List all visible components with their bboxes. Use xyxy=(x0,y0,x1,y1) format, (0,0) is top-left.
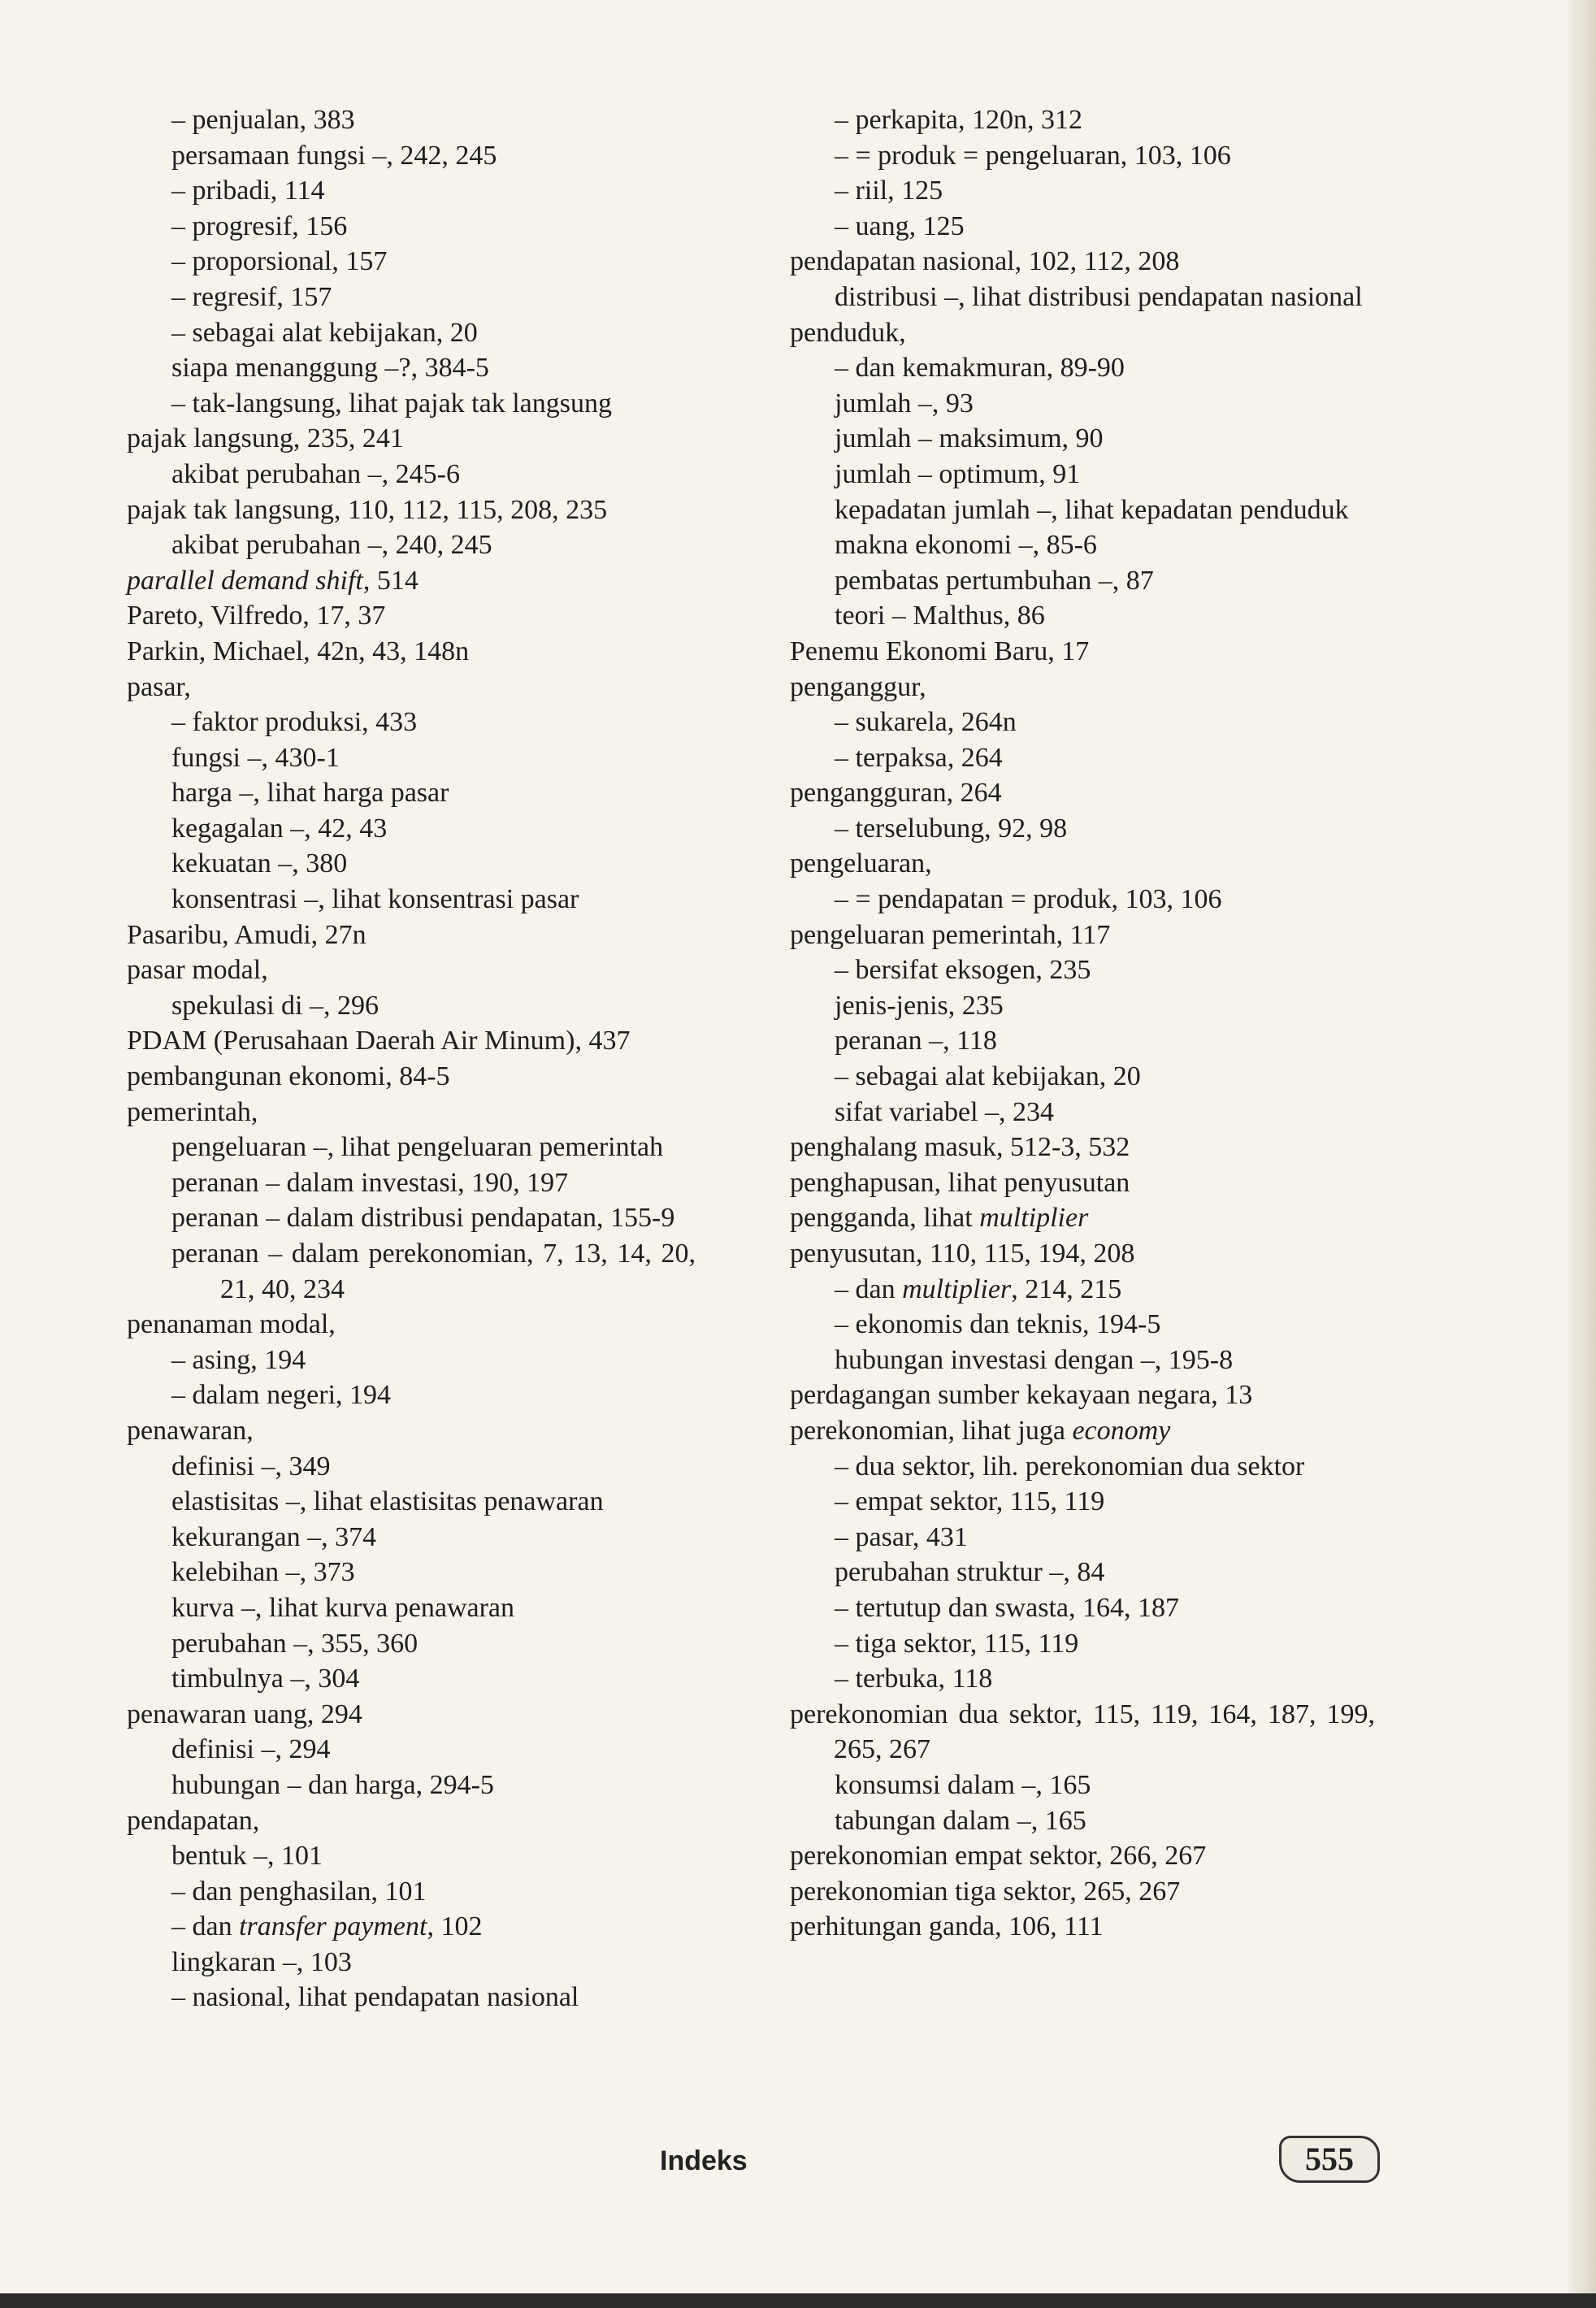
index-subentry xyxy=(790,882,1375,918)
entry-text: – sebagai alat kebijakan, 20 xyxy=(171,317,478,348)
entry-text: – asing, 194 xyxy=(171,1344,306,1375)
entry-prefix: – dan xyxy=(835,1273,903,1304)
index-entry xyxy=(790,1236,1375,1272)
entry-prefix: pengganda, lihat xyxy=(790,1203,980,1234)
entry-text: , 514 xyxy=(362,565,419,596)
index-subentry xyxy=(127,138,696,174)
index-subentry xyxy=(790,492,1375,528)
entry-text: – = produk = pengeluaran, 103, 106 xyxy=(835,140,1231,171)
index-entry xyxy=(790,1200,1375,1236)
index-subentry xyxy=(127,1520,696,1555)
index-subentry xyxy=(790,705,1375,740)
index-subentry xyxy=(127,102,696,138)
index-subentry xyxy=(127,1590,696,1626)
entry-text: – proporsional, 157 xyxy=(171,246,388,277)
index-subentry xyxy=(790,280,1375,315)
entry-text: perekonomian empat sektor, 266, 267 xyxy=(790,1841,1207,1872)
entry-text: hubungan – dan harga, 294-5 xyxy=(171,1769,494,1800)
entry-text: – pribadi, 114 xyxy=(171,176,325,206)
entry-text: distribusi –, lihat distribusi pendapatan nasional xyxy=(835,281,1363,312)
index-entry xyxy=(127,563,696,599)
index-entry xyxy=(127,1095,696,1130)
index-subentry xyxy=(127,1626,696,1662)
index-subentry xyxy=(790,527,1375,563)
index-subentry xyxy=(127,1377,696,1413)
index-subentry xyxy=(127,882,696,918)
entry-text: – sebagai alat kebijakan, 20 xyxy=(835,1061,1141,1092)
entry-text: teori – Malthus, 86 xyxy=(835,601,1045,631)
entry-text: perekonomian dua sektor, 115, 119, 164, 187, 199, 265, 267 xyxy=(790,1698,1375,1765)
index-entry xyxy=(790,918,1375,953)
index-subentry xyxy=(790,988,1375,1024)
index-subentry xyxy=(127,527,696,563)
page-edge-shadow xyxy=(1568,0,1596,2293)
entry-text: kepadatan jumlah –, lihat kepadatan penduduk xyxy=(835,494,1349,525)
index-column-left xyxy=(127,102,696,2015)
entry-text: – sukarela, 264n xyxy=(835,707,1017,738)
entry-text: – penjualan, 383 xyxy=(171,105,355,135)
index-subentry xyxy=(790,1555,1375,1590)
entry-text: persamaan fungsi –, 242, 245 xyxy=(171,140,497,171)
index-subentry xyxy=(790,209,1375,245)
index-entry xyxy=(790,1874,1375,1910)
entry-text: – nasional, lihat pendapatan nasional xyxy=(171,1982,579,2013)
entry-text: pengeluaran, xyxy=(790,848,932,879)
entry-text: pasar modal, xyxy=(127,955,268,986)
index-subentry xyxy=(790,102,1375,138)
entry-italic-term: transfer payment xyxy=(239,1911,427,1942)
index-subentry xyxy=(127,1732,696,1768)
index-subentry xyxy=(127,1838,696,1874)
index-subentry xyxy=(790,1343,1375,1378)
entry-text: siapa menanggung –?, 384-5 xyxy=(171,353,489,384)
index-subentry xyxy=(790,563,1375,599)
index-subentry xyxy=(127,1200,696,1236)
index-entry xyxy=(790,244,1375,280)
index-subentry xyxy=(127,1945,696,1980)
index-subentry xyxy=(790,1590,1375,1626)
index-entry xyxy=(127,1307,696,1343)
entry-text: kurva –, lihat kurva penawaran xyxy=(171,1592,514,1623)
index-subentry xyxy=(790,138,1375,174)
entry-text: peranan – dalam perekonomian, 7, 13, 14, 20, 21, 40, 234 xyxy=(171,1239,696,1304)
index-subentry xyxy=(790,598,1375,634)
index-subentry xyxy=(127,315,696,351)
index-subentry xyxy=(127,1555,696,1590)
entry-text: perubahan –, 355, 360 xyxy=(171,1628,419,1659)
entry-text: hubungan investasi dengan –, 195-8 xyxy=(835,1344,1234,1375)
entry-text: – perkapita, 120n, 312 xyxy=(835,105,1082,135)
scan-bottom-border xyxy=(0,2293,1596,2308)
entry-text: – dua sektor, lih. perekonomian dua sektor xyxy=(835,1451,1305,1482)
index-subentry xyxy=(127,1130,696,1165)
entry-text: fungsi –, 430-1 xyxy=(171,742,340,773)
entry-text: penanaman modal, xyxy=(127,1309,336,1340)
index-subentry xyxy=(127,811,696,847)
index-entry xyxy=(127,1697,696,1733)
entry-text: Pasaribu, Amudi, 27n xyxy=(127,919,366,950)
index-subentry xyxy=(127,775,696,811)
index-entry xyxy=(127,1413,696,1449)
index-entry xyxy=(790,315,1375,351)
entry-text: penduduk, xyxy=(790,317,906,348)
index-subentry xyxy=(790,1626,1375,1662)
entry-text: tabungan dalam –, 165 xyxy=(835,1805,1086,1836)
entry-text: – regresif, 157 xyxy=(171,281,332,312)
entry-text: pajak langsung, 235, 241 xyxy=(127,423,404,454)
index-entry xyxy=(127,1059,696,1095)
entry-text: akibat perubahan –, 245-6 xyxy=(171,458,460,489)
footer-section-label: Indeks xyxy=(660,2145,748,2176)
entry-text: spekulasi di –, 296 xyxy=(171,990,379,1021)
entry-text: – uang, 125 xyxy=(835,210,965,241)
entry-text: kegagalan –, 42, 43 xyxy=(171,813,388,844)
index-subentry xyxy=(127,1236,696,1307)
page-number: 555 xyxy=(1279,2136,1380,2183)
index-subentry xyxy=(127,280,696,315)
entry-text: penganggur, xyxy=(790,671,926,702)
entry-text: – tiga sektor, 115, 119 xyxy=(835,1628,1079,1659)
index-subentry xyxy=(127,705,696,740)
index-subentry xyxy=(127,244,696,280)
index-subentry xyxy=(127,1449,696,1485)
entry-text: peranan –, 118 xyxy=(835,1026,997,1056)
entry-prefix: – dan xyxy=(171,1911,240,1942)
index-entry xyxy=(127,492,696,528)
index-subentry xyxy=(790,1768,1375,1803)
entry-text: – progresif, 156 xyxy=(171,210,348,241)
index-entry xyxy=(790,1165,1375,1201)
entry-text: timbulnya –, 304 xyxy=(171,1664,360,1694)
entry-text: penghapusan, lihat penyusutan xyxy=(790,1167,1130,1198)
entry-text: – ekonomis dan teknis, 194-5 xyxy=(835,1309,1161,1340)
index-subentry xyxy=(790,952,1375,988)
index-entry xyxy=(790,1838,1375,1874)
entry-text: pengeluaran –, lihat pengeluaran pemerintah xyxy=(171,1132,664,1163)
index-subentry xyxy=(790,1059,1375,1095)
entry-text: jumlah – optimum, 91 xyxy=(835,458,1081,489)
entry-text: – riil, 125 xyxy=(835,176,943,206)
index-subentry xyxy=(790,1449,1375,1485)
index-subentry xyxy=(127,457,696,492)
entry-text: – tertutup dan swasta, 164, 187 xyxy=(835,1592,1179,1623)
entry-text: sifat variabel –, 234 xyxy=(835,1096,1055,1127)
index-subentry xyxy=(127,1874,696,1910)
index-entry xyxy=(127,1023,696,1059)
index-entry xyxy=(790,1130,1375,1165)
index-subentry xyxy=(127,173,696,209)
index-entry xyxy=(127,1803,696,1839)
index-entry xyxy=(790,1697,1375,1768)
entry-text: kekuatan –, 380 xyxy=(171,848,348,879)
entry-text: kekurangan –, 374 xyxy=(171,1521,377,1552)
entry-text: makna ekonomi –, 85-6 xyxy=(835,530,1097,561)
entry-text: perdagangan sumber kekayaan negara, 13 xyxy=(790,1380,1253,1411)
index-subentry xyxy=(790,740,1375,776)
entry-text: , 214, 215 xyxy=(1011,1273,1122,1304)
entry-text: bentuk –, 101 xyxy=(171,1841,323,1872)
entry-text: peranan – dalam distribusi pendapatan, 155-9 xyxy=(171,1203,675,1234)
index-subentry xyxy=(127,1661,696,1697)
entry-text: lingkaran –, 103 xyxy=(171,1946,352,1977)
entry-text: Parkin, Michael, 42n, 43, 148n xyxy=(127,636,470,666)
index-entry xyxy=(790,846,1375,882)
index-subentry xyxy=(127,1484,696,1520)
entry-italic-term: multiplier xyxy=(902,1273,1012,1304)
entry-text: perekonomian tiga sektor, 265, 267 xyxy=(790,1876,1181,1907)
entry-text: – terselubung, 92, 98 xyxy=(835,813,1068,844)
entry-text: jumlah –, 93 xyxy=(835,388,974,419)
entry-text: – faktor produksi, 433 xyxy=(171,707,418,738)
entry-text: akibat perubahan –, 240, 245 xyxy=(171,530,492,561)
index-entry xyxy=(127,670,696,705)
index-subentry xyxy=(127,1909,696,1945)
entry-italic-term: multiplier xyxy=(979,1203,1089,1234)
entry-text: elastisitas –, lihat elastisitas penawaran xyxy=(171,1486,604,1517)
index-subentry xyxy=(127,988,696,1024)
index-subentry xyxy=(127,386,696,422)
entry-text: perhitungan ganda, 106, 111 xyxy=(790,1911,1104,1942)
entry-text: jenis-jenis, 235 xyxy=(835,990,1004,1021)
entry-text: Penemu Ekonomi Baru, 17 xyxy=(790,636,1090,666)
entry-text: pajak tak langsung, 110, 112, 115, 208, 235 xyxy=(127,494,608,525)
entry-text: – dan penghasilan, 101 xyxy=(171,1876,427,1907)
index-subentry xyxy=(127,1165,696,1201)
index-entry xyxy=(790,670,1375,705)
entry-text: penghalang masuk, 512-3, 532 xyxy=(790,1132,1130,1163)
entry-text: harga –, lihat harga pasar xyxy=(171,778,449,809)
entry-text: konsentrasi –, lihat konsentrasi pasar xyxy=(171,884,579,915)
index-entry xyxy=(127,952,696,988)
entry-italic-term: economy xyxy=(1072,1415,1171,1446)
index-subentry xyxy=(790,350,1375,386)
index-subentry xyxy=(790,1661,1375,1697)
index-subentry xyxy=(790,1272,1375,1308)
entry-text: – dalam negeri, 194 xyxy=(171,1380,392,1411)
entry-text: PDAM (Perusahaan Daerah Air Minum), 437 xyxy=(127,1026,631,1056)
index-subentry xyxy=(127,350,696,386)
entry-text: peranan – dalam investasi, 190, 197 xyxy=(171,1167,569,1198)
entry-text: – tak-langsung, lihat pajak tak langsung xyxy=(171,388,612,419)
index-subentry xyxy=(127,846,696,882)
index-column-right xyxy=(790,102,1375,1945)
index-entry xyxy=(790,1377,1375,1413)
index-entry xyxy=(127,918,696,953)
entry-text: Pareto, Vilfredo, 17, 37 xyxy=(127,601,386,631)
entry-text: – terpaksa, 264 xyxy=(835,742,1003,773)
entry-text: konsumsi dalam –, 165 xyxy=(835,1769,1091,1800)
index-subentry xyxy=(790,1307,1375,1343)
index-entry xyxy=(790,1413,1375,1449)
index-entry xyxy=(790,775,1375,811)
entry-text: pembangunan ekonomi, 84-5 xyxy=(127,1061,450,1092)
entry-text: pengangguran, 264 xyxy=(790,778,1002,809)
entry-text: definisi –, 349 xyxy=(171,1451,331,1482)
entry-text: jumlah – maksimum, 90 xyxy=(835,423,1104,454)
entry-text: – dan kemakmuran, 89-90 xyxy=(835,353,1125,384)
entry-text: – = pendapatan = produk, 103, 106 xyxy=(835,884,1222,915)
index-entry xyxy=(127,598,696,634)
index-subentry xyxy=(790,421,1375,457)
entry-text: pengeluaran pemerintah, 117 xyxy=(790,919,1111,950)
index-subentry xyxy=(127,1980,696,2015)
index-subentry xyxy=(790,173,1375,209)
entry-text: , 102 xyxy=(427,1911,483,1942)
index-subentry xyxy=(790,1484,1375,1520)
entry-text: pembatas pertumbuhan –, 87 xyxy=(835,565,1154,596)
entry-text: definisi –, 294 xyxy=(171,1734,331,1765)
entry-text: – terbuka, 118 xyxy=(835,1664,993,1694)
entry-text: pemerintah, xyxy=(127,1096,258,1127)
entry-text: kelebihan –, 373 xyxy=(171,1557,355,1588)
index-entry xyxy=(127,421,696,457)
index-subentry xyxy=(127,209,696,245)
entry-text: penawaran uang, 294 xyxy=(127,1698,362,1729)
index-subentry xyxy=(790,457,1375,492)
entry-text: perubahan struktur –, 84 xyxy=(835,1557,1105,1588)
index-entry xyxy=(790,634,1375,670)
index-subentry xyxy=(790,1803,1375,1839)
index-subentry xyxy=(127,1768,696,1803)
entry-text: pendapatan, xyxy=(127,1805,260,1836)
entry-text: – pasar, 431 xyxy=(835,1521,968,1552)
entry-prefix: perekonomian, lihat juga xyxy=(790,1415,1073,1446)
entry-text: penyusutan, 110, 115, 194, 208 xyxy=(790,1239,1135,1269)
entry-text: penawaran, xyxy=(127,1415,254,1446)
index-subentry xyxy=(790,1095,1375,1130)
index-subentry xyxy=(790,811,1375,847)
index-subentry xyxy=(127,1343,696,1378)
entry-italic-term: parallel demand shift xyxy=(127,565,363,596)
index-subentry xyxy=(790,386,1375,422)
entry-text: pasar, xyxy=(127,671,191,702)
index-entry xyxy=(790,1909,1375,1945)
entry-text: – empat sektor, 115, 119 xyxy=(835,1486,1105,1517)
entry-text: – bersifat eksogen, 235 xyxy=(835,955,1091,986)
entry-text: pendapatan nasional, 102, 112, 208 xyxy=(790,246,1180,277)
index-subentry xyxy=(790,1520,1375,1555)
index-subentry xyxy=(127,740,696,776)
index-subentry xyxy=(790,1023,1375,1059)
index-entry xyxy=(127,634,696,670)
